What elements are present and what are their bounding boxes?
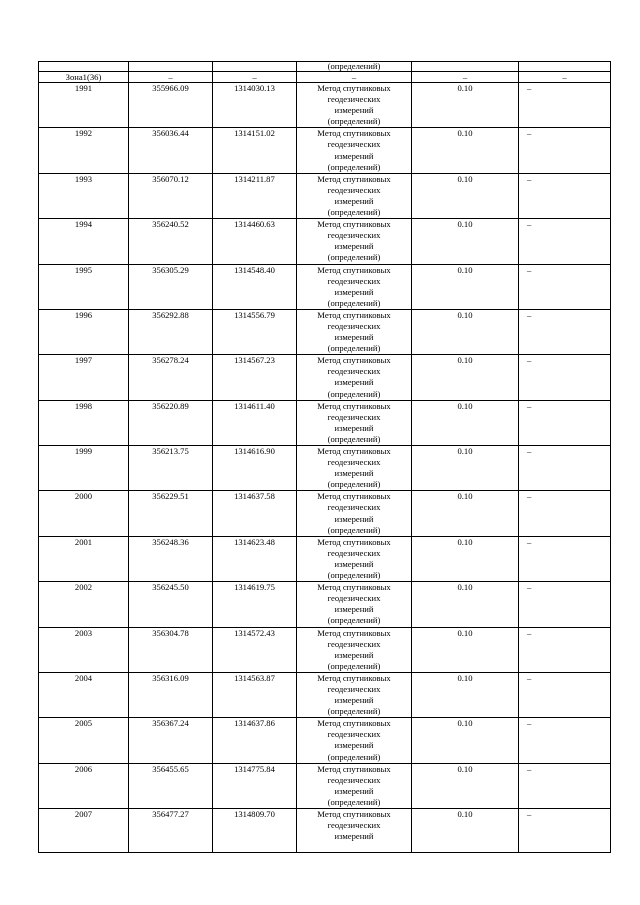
cell-point: 1991 bbox=[39, 83, 129, 128]
cell-point: 1993 bbox=[39, 173, 129, 218]
cell-accuracy: 0.10 bbox=[412, 219, 519, 264]
cell-extra: – bbox=[519, 536, 611, 581]
cell-method bbox=[297, 582, 412, 627]
table-row bbox=[39, 128, 611, 173]
cell-accuracy: 0.10 bbox=[412, 718, 519, 763]
cell-method bbox=[297, 627, 412, 672]
cell-y: 1314151.02 bbox=[213, 128, 297, 173]
cell-method bbox=[297, 173, 412, 218]
cell-point: 2005 bbox=[39, 718, 129, 763]
cell-point: 1998 bbox=[39, 400, 129, 445]
cell-y: 1314567.23 bbox=[213, 355, 297, 400]
continued-row bbox=[39, 62, 611, 72]
table-row bbox=[39, 83, 611, 128]
method-line: (определений) bbox=[327, 524, 381, 535]
table-row bbox=[39, 491, 611, 536]
method-line: Метод спутниковых bbox=[317, 355, 391, 366]
method-line: измерений bbox=[334, 831, 374, 842]
zone-method: – bbox=[297, 72, 412, 83]
method-line: Метод спутниковых bbox=[317, 219, 391, 230]
cell-point: 2002 bbox=[39, 582, 129, 627]
cell-method bbox=[297, 309, 412, 354]
method-line: Метод спутниковых bbox=[317, 627, 391, 638]
method-line: Метод спутниковых bbox=[317, 83, 391, 93]
cell-extra: – bbox=[519, 809, 611, 853]
method-line: измерений bbox=[334, 286, 374, 297]
method-line: геодезических bbox=[327, 729, 381, 740]
cell-extra bbox=[519, 62, 611, 72]
cell-accuracy: 0.10 bbox=[412, 128, 519, 173]
cell-x: 356367.24 bbox=[129, 718, 213, 763]
cell-method: (определений) bbox=[297, 62, 412, 72]
table-row bbox=[39, 809, 611, 853]
cell-extra: – bbox=[519, 355, 611, 400]
cell-method bbox=[297, 536, 412, 581]
method-line: Метод спутниковых bbox=[317, 809, 391, 819]
cell-x: 356477.27 bbox=[129, 809, 213, 853]
table-row bbox=[39, 763, 611, 808]
cell-extra: – bbox=[519, 309, 611, 354]
method-line: (определений) bbox=[327, 297, 381, 308]
cell-method bbox=[297, 83, 412, 128]
method-line: Метод спутниковых bbox=[317, 763, 391, 774]
cell-method bbox=[297, 446, 412, 491]
cell-point bbox=[39, 62, 129, 72]
method-line: геодезических bbox=[327, 502, 381, 513]
cell-x: 356220.89 bbox=[129, 400, 213, 445]
method-line: геодезических bbox=[327, 683, 381, 694]
cell-y bbox=[213, 62, 297, 72]
cell-x: 355966.09 bbox=[129, 83, 213, 128]
method-line: Метод спутниковых bbox=[317, 582, 391, 593]
table-row bbox=[39, 355, 611, 400]
cell-accuracy bbox=[412, 62, 519, 72]
cell-y: 1314616.90 bbox=[213, 446, 297, 491]
method-line: (определений) bbox=[327, 252, 381, 263]
method-line: Метод спутниковых bbox=[317, 309, 391, 320]
method-line: измерений bbox=[334, 195, 374, 206]
cell-point: 1999 bbox=[39, 446, 129, 491]
cell-accuracy: 0.10 bbox=[412, 672, 519, 717]
cell-y: 1314030.13 bbox=[213, 83, 297, 128]
cell-extra: – bbox=[519, 400, 611, 445]
method-line: геодезических bbox=[327, 411, 381, 422]
method-line: Метод спутниковых bbox=[317, 491, 391, 502]
table-row bbox=[39, 400, 611, 445]
cell-y: 1314563.87 bbox=[213, 672, 297, 717]
cell-extra: – bbox=[519, 219, 611, 264]
cell-point: 2003 bbox=[39, 627, 129, 672]
method-line: измерений bbox=[334, 558, 374, 569]
table-row bbox=[39, 672, 611, 717]
table-row bbox=[39, 309, 611, 354]
cell-y: 1314611.40 bbox=[213, 400, 297, 445]
method-line: Метод спутниковых bbox=[317, 400, 391, 411]
method-line: геодезических bbox=[327, 94, 381, 105]
cell-extra: – bbox=[519, 491, 611, 536]
cell-extra: – bbox=[519, 627, 611, 672]
table-row bbox=[39, 627, 611, 672]
cell-x: 356278.24 bbox=[129, 355, 213, 400]
method-line: измерений bbox=[334, 150, 374, 161]
method-line: измерений bbox=[334, 513, 374, 524]
cell-method bbox=[297, 355, 412, 400]
method-line: Метод спутниковых bbox=[317, 672, 391, 683]
method-line: (определений) bbox=[327, 433, 381, 444]
cell-accuracy: 0.10 bbox=[412, 264, 519, 309]
zone-row bbox=[39, 72, 611, 83]
cell-x bbox=[129, 62, 213, 72]
cell-y: 1314211.87 bbox=[213, 173, 297, 218]
zone-x: – bbox=[129, 72, 213, 83]
method-line: (определений) bbox=[327, 660, 381, 671]
method-line: Метод спутниковых bbox=[317, 264, 391, 275]
method-line: (определений) bbox=[327, 751, 381, 762]
cell-accuracy: 0.10 bbox=[412, 491, 519, 536]
method-line: геодезических bbox=[327, 230, 381, 241]
cell-accuracy: 0.10 bbox=[412, 763, 519, 808]
cell-method bbox=[297, 264, 412, 309]
cell-y: 1314809.70 bbox=[213, 809, 297, 853]
cell-x: 356070.12 bbox=[129, 173, 213, 218]
method-line: измерений bbox=[334, 695, 374, 706]
method-line: Метод спутниковых bbox=[317, 173, 391, 184]
cell-accuracy: 0.10 bbox=[412, 355, 519, 400]
method-line: геодезических bbox=[327, 366, 381, 377]
method-line: измерений bbox=[334, 422, 374, 433]
cell-point: 1995 bbox=[39, 264, 129, 309]
method-line: измерений bbox=[334, 604, 374, 615]
cell-x: 356304.78 bbox=[129, 627, 213, 672]
zone-extra: – bbox=[519, 72, 611, 83]
zone-label: Зона1(36) bbox=[39, 72, 129, 83]
cell-accuracy: 0.10 bbox=[412, 582, 519, 627]
method-line: (определений) bbox=[327, 796, 381, 807]
cell-extra: – bbox=[519, 173, 611, 218]
table-row bbox=[39, 536, 611, 581]
cell-method bbox=[297, 763, 412, 808]
cell-method bbox=[297, 491, 412, 536]
zone-accuracy: – bbox=[412, 72, 519, 83]
method-line: измерений bbox=[334, 785, 374, 796]
cell-accuracy: 0.10 bbox=[412, 809, 519, 853]
cell-point: 1992 bbox=[39, 128, 129, 173]
cell-y: 1314548.40 bbox=[213, 264, 297, 309]
method-line: геодезических bbox=[327, 774, 381, 785]
method-line: геодезических bbox=[327, 820, 381, 831]
cell-y: 1314572.43 bbox=[213, 627, 297, 672]
method-line: геодезических bbox=[327, 457, 381, 468]
cell-y: 1314637.86 bbox=[213, 718, 297, 763]
cell-x: 356455.65 bbox=[129, 763, 213, 808]
cell-point: 2007 bbox=[39, 809, 129, 853]
cell-accuracy: 0.10 bbox=[412, 446, 519, 491]
method-line: измерений bbox=[334, 377, 374, 388]
table-row bbox=[39, 582, 611, 627]
method-line: геодезических bbox=[327, 184, 381, 195]
cell-accuracy: 0.10 bbox=[412, 309, 519, 354]
zone-y: – bbox=[213, 72, 297, 83]
cell-accuracy: 0.10 bbox=[412, 173, 519, 218]
cell-x: 356292.88 bbox=[129, 309, 213, 354]
cell-point: 2001 bbox=[39, 536, 129, 581]
table-row bbox=[39, 219, 611, 264]
cell-method bbox=[297, 672, 412, 717]
cell-point: 1996 bbox=[39, 309, 129, 354]
coordinates-table bbox=[38, 61, 611, 853]
cell-extra: – bbox=[519, 446, 611, 491]
method-line: (определений) bbox=[327, 343, 381, 354]
method-line: (определений) bbox=[327, 570, 381, 581]
cell-y: 1314619.75 bbox=[213, 582, 297, 627]
cell-accuracy: 0.10 bbox=[412, 627, 519, 672]
cell-method bbox=[297, 718, 412, 763]
cell-point: 1997 bbox=[39, 355, 129, 400]
method-line: измерений bbox=[334, 332, 374, 343]
table-row bbox=[39, 718, 611, 763]
cell-extra: – bbox=[519, 718, 611, 763]
method-line: измерений bbox=[334, 649, 374, 660]
method-line: измерений bbox=[334, 105, 374, 116]
cell-y: 1314637.58 bbox=[213, 491, 297, 536]
method-line: Метод спутниковых bbox=[317, 536, 391, 547]
method-line: (определений) bbox=[327, 615, 381, 626]
method-line: Метод спутниковых bbox=[317, 718, 391, 729]
method-line: Метод спутниковых bbox=[317, 128, 391, 139]
cell-extra: – bbox=[519, 672, 611, 717]
method-line: геодезических bbox=[327, 547, 381, 558]
table-row bbox=[39, 446, 611, 491]
method-line: Метод спутниковых bbox=[317, 446, 391, 456]
cell-x: 356213.75 bbox=[129, 446, 213, 491]
cell-extra: – bbox=[519, 763, 611, 808]
method-line: измерений bbox=[334, 740, 374, 751]
cell-x: 356229.51 bbox=[129, 491, 213, 536]
cell-y: 1314556.79 bbox=[213, 309, 297, 354]
cell-point: 2004 bbox=[39, 672, 129, 717]
method-line: измерений bbox=[334, 241, 374, 252]
cell-point: 2006 bbox=[39, 763, 129, 808]
cell-x: 356036.44 bbox=[129, 128, 213, 173]
cell-method bbox=[297, 809, 412, 853]
cell-extra: – bbox=[519, 264, 611, 309]
method-line: (определений) bbox=[327, 479, 381, 490]
cell-extra: – bbox=[519, 582, 611, 627]
cell-method bbox=[297, 400, 412, 445]
method-line: геодезических bbox=[327, 320, 381, 331]
table-row bbox=[39, 173, 611, 218]
table-row bbox=[39, 264, 611, 309]
method-line: (определений) bbox=[327, 207, 381, 218]
method-line: (определений) bbox=[327, 388, 381, 399]
cell-point: 1994 bbox=[39, 219, 129, 264]
cell-method bbox=[297, 219, 412, 264]
cell-x: 356248.36 bbox=[129, 536, 213, 581]
method-line: геодезических bbox=[327, 275, 381, 286]
cell-extra: – bbox=[519, 128, 611, 173]
cell-x: 356245.50 bbox=[129, 582, 213, 627]
method-line: геодезических bbox=[327, 139, 381, 150]
cell-x: 356240.52 bbox=[129, 219, 213, 264]
method-line: (определений) bbox=[327, 116, 381, 127]
cell-x: 356316.09 bbox=[129, 672, 213, 717]
cell-extra: – bbox=[519, 83, 611, 128]
cell-accuracy: 0.10 bbox=[412, 83, 519, 128]
method-line: геодезических bbox=[327, 593, 381, 604]
cell-method bbox=[297, 128, 412, 173]
cell-y: 1314775.84 bbox=[213, 763, 297, 808]
cell-accuracy: 0.10 bbox=[412, 536, 519, 581]
method-line: измерений bbox=[334, 468, 374, 479]
cell-y: 1314623.48 bbox=[213, 536, 297, 581]
cell-x: 356305.29 bbox=[129, 264, 213, 309]
method-line: (определений) bbox=[327, 161, 381, 172]
method-line: геодезических bbox=[327, 638, 381, 649]
method-line: (определений) bbox=[327, 706, 381, 717]
cell-accuracy: 0.10 bbox=[412, 400, 519, 445]
cell-point: 2000 bbox=[39, 491, 129, 536]
cell-y: 1314460.63 bbox=[213, 219, 297, 264]
